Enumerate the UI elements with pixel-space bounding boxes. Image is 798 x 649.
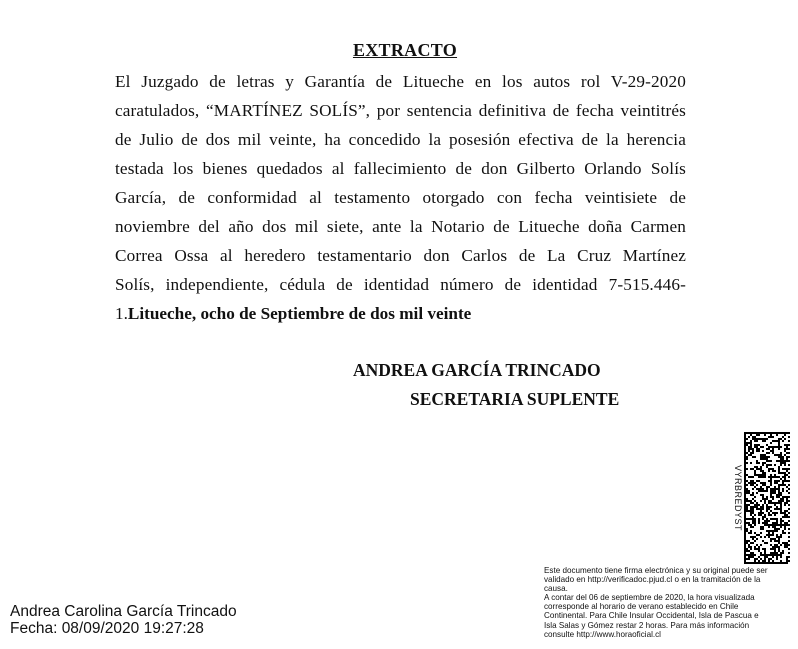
notice-line: A contar del 06 de septiembre de 2020, la hora visualizada — [544, 593, 755, 603]
verification-code-text: VYRBREDYST — [733, 464, 743, 532]
signer-name: ANDREA GARCÍA TRINCADO — [353, 360, 601, 380]
body-line: García, de conformidad al testamento otorgado con fecha veintisiete de — [115, 188, 686, 207]
notice-line: Continental. Para Chile Insular Occidental, Isla de Pascua e — [544, 611, 759, 621]
signature-date: Fecha: 08/09/2020 19:27:28 — [10, 620, 204, 637]
last-line-start: 1. — [115, 304, 128, 323]
body-line: Solís, independiente, cédula de identidad número de identidad 7-515.446- — [115, 275, 686, 294]
verification-notice — [544, 566, 788, 639]
notice-line: corresponde al horario de verano establecido en Chile — [544, 602, 739, 612]
document-title: EXTRACTO — [352, 40, 458, 60]
body-line: de Julio de dos mil veinte, ha concedido la posesión efectiva de la herencia — [115, 130, 686, 149]
signer-role: SECRETARIA SUPLENTE — [410, 389, 620, 409]
notice-line: Este documento tiene firma electrónica y su original puede ser — [544, 566, 768, 575]
body-line: testada los bienes quedados al fallecimiento de don Gilberto Orlando Solís — [115, 159, 686, 178]
body-line: caratulados, “MARTÍNEZ SOLÍS”, por sentencia definitiva de fecha veintitrés — [115, 101, 686, 120]
signature-name: Andrea Carolina García Trincado — [10, 603, 237, 620]
body-last-line — [115, 304, 471, 324]
body-line: Correa Ossa al heredero testamentario don Carlos de La Cruz Martínez — [115, 246, 686, 265]
notice-line: validado en http://verificadoc.pjud.cl o en la tramitación de la — [544, 575, 761, 585]
notice-line: Isla Salas y Gómez restar 2 horas. Para más información — [544, 620, 750, 630]
notice-line: causa. — [544, 584, 568, 594]
body-line: noviembre del año dos mil siete, ante la Notario de Litueche doña Carmen — [115, 217, 686, 236]
qr-code-icon — [744, 432, 790, 564]
place-date: Litueche, ocho de Septiembre de dos mil veinte — [127, 304, 472, 323]
notice-line: consulte http://www.horaoficial.cl — [544, 629, 661, 639]
verification-code — [733, 436, 743, 560]
body-line: El Juzgado de letras y Garantía de Litueche en los autos rol V-29-2020 — [115, 72, 686, 91]
